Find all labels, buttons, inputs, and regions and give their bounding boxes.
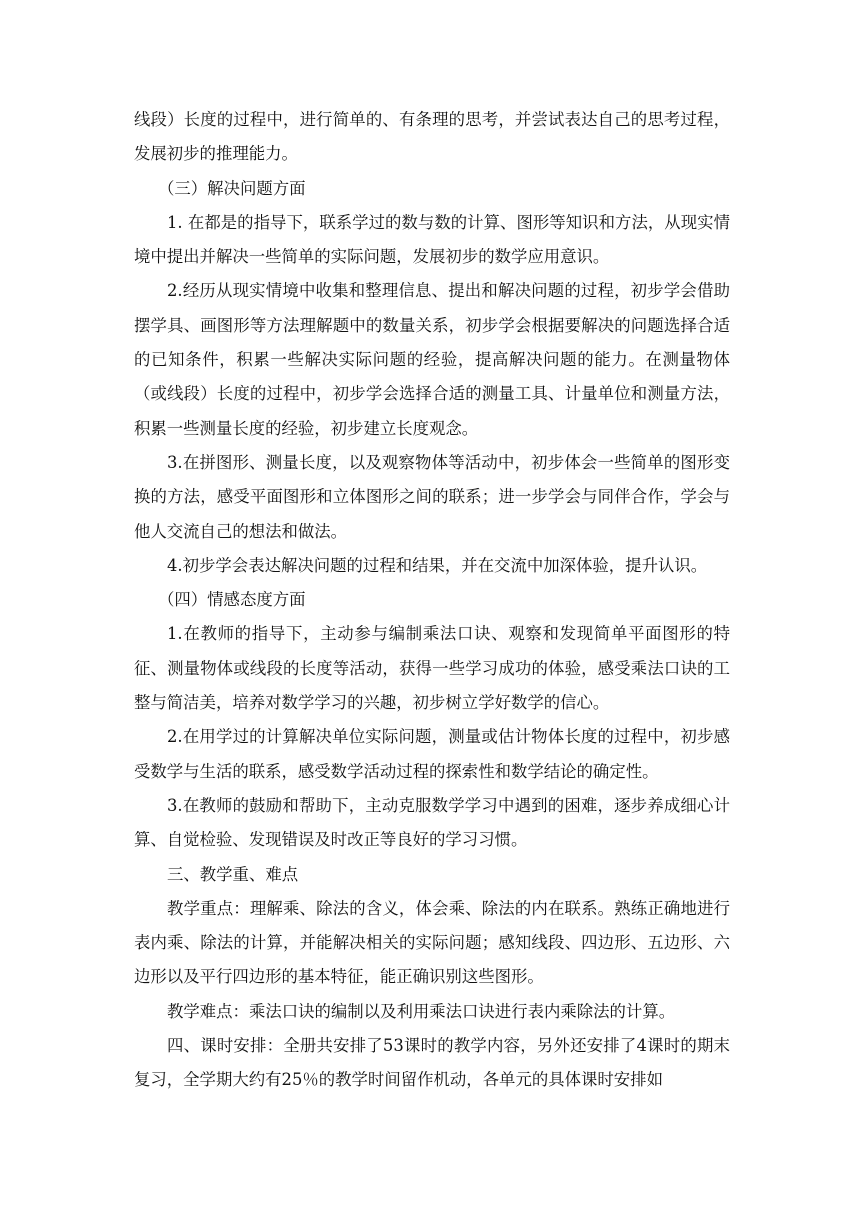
section-heading-problem-solving: （三）解决问题方面: [158, 178, 306, 198]
teaching-focus-paragraph: 教学重点：理解乘、除法的含义，体会乘、除法的内在联系。熟练正确地进行表内乘、除法的计算，并能解决相关的实际问题；感知线段、四边形、五边形、六边形以及平行四边形的基本特征，能正确识别这些图形。: [134, 898, 730, 987]
document-body: [134, 103, 730, 1098]
problem-solving-item-1: 1. 在都是的指导下，联系学过的数与数的计算、图形等知识和方法，从现实情境中提出并解决一些简单的实际问题，发展初步的数学应用意识。: [134, 212, 730, 267]
paragraph-continuation: 线段）长度的过程中，进行简单的、有条理的思考，并尝试表达自己的思考过程，发展初步的推理能力。: [134, 110, 730, 164]
problem-solving-item-4: 4.初步学会表达解决问题的过程和结果，并在交流中加深体验，提升认识。: [167, 555, 708, 575]
emotional-attitude-item-1: 1.在教师的指导下，主动参与编制乘法口诀、观察和发现简单平面图形的特征、测量物体或线段的长度等活动，获得一些学习成功的体验，感受乘法口诀的工整与简洁美，培养对数学学习的兴趣，初步树立学好数学的信心。: [134, 624, 730, 713]
emotional-attitude-item-3: 3.在教师的鼓励和帮助下，主动克服数学学习中遇到的困难，逐步养成细心计算、自觉检验、发现错误及时改正等良好的学习习惯。: [134, 795, 730, 850]
section-heading-key-points: 三、教学重、难点: [167, 864, 299, 884]
problem-solving-item-2: 2.经历从现实情境中收集和整理信息、提出和解决问题的过程，初步学会借助摆学具、画图形等方法理解题中的数量关系，初步学会根据要解决的问题选择合适的已知条件，积累一些解决实际问题的经验，提高解决问题的能力。在测量物体（或线段）长度的过程中，初步学会选择合适的测量工具、计量单位和测量方法，积累一些测量长度的经验，初步建立长度观念。: [134, 281, 730, 438]
emotional-attitude-item-2: 2.在用学过的计算解决单位实际问题，测量或估计物体长度的过程中，初步感受数学与生活的联系，感受数学活动过程的探索性和数学结论的确定性。: [134, 727, 730, 781]
teaching-difficulty-paragraph: 教学难点：乘法口诀的编制以及利用乘法口诀进行表内乘除法的计算。: [167, 1001, 676, 1021]
section-heading-emotional-attitude: （四）情感态度方面: [158, 590, 306, 610]
problem-solving-item-3: 3.在拼图形、测量长度，以及观察物体等活动中，初步体会一些简单的图形变换的方法，感受平面图形和立体图形之间的联系；进一步学会与同伴合作，学会与他人交流自己的想法和做法。: [134, 452, 730, 541]
class-schedule-paragraph: 四、课时安排：全册共安排了53课时的教学内容，另外还安排了4课时的期末复习，全学期大约有25％的教学时间留作机动，各单元的具体课时安排如: [134, 1036, 730, 1090]
